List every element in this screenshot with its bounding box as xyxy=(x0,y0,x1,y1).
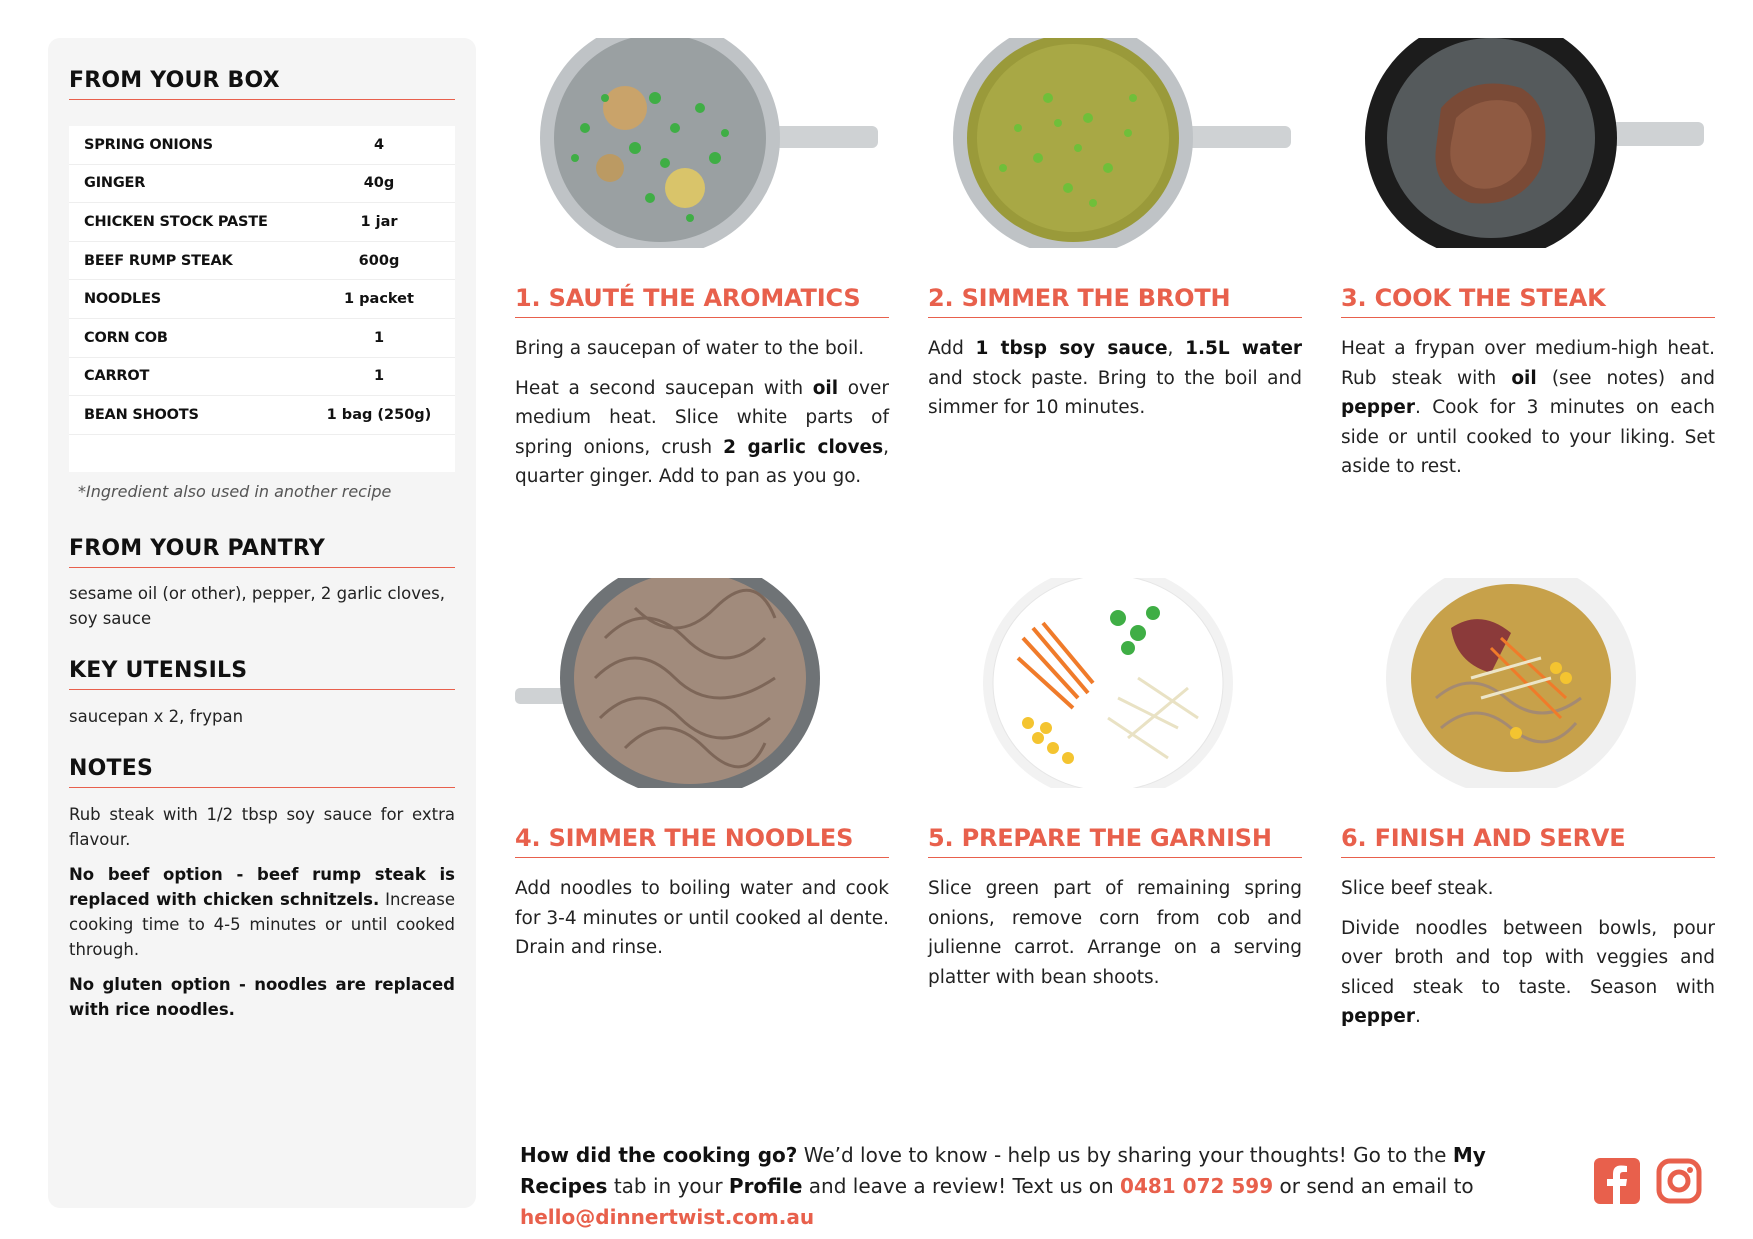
ingredient-qty: 4 xyxy=(373,136,385,153)
ingredient-qty: 1 packet xyxy=(344,291,414,308)
text: or send an email to xyxy=(1273,1174,1474,1198)
colander-noodles-image xyxy=(515,578,878,788)
bold-text: 1 tbsp soy sauce xyxy=(975,338,1168,359)
table-row xyxy=(69,242,455,281)
step-6-p2 xyxy=(1341,914,1715,1032)
facebook-icon[interactable] xyxy=(1594,1158,1640,1204)
feedback-question: How did the cooking go? xyxy=(520,1143,798,1167)
step-3 xyxy=(1341,38,1715,492)
notes-title: NOTES xyxy=(69,756,455,788)
step-4 xyxy=(515,578,889,973)
step-3-p1 xyxy=(1341,334,1715,482)
bold-text: pepper xyxy=(1341,1006,1415,1027)
note-no-beef xyxy=(69,862,455,962)
ingredient-qty: 1 xyxy=(373,329,385,346)
step-1 xyxy=(515,38,889,502)
text: , quarter ginger. Add to pan as you go. xyxy=(515,436,890,487)
bold-text: pepper xyxy=(1341,397,1415,418)
ingredient-name: NOODLES xyxy=(84,291,162,308)
note-no-beef-rest: Increase cooking time to 4-5 minutes or until cooked through. xyxy=(69,890,455,959)
step-5-body xyxy=(928,874,1302,992)
step-2-title: 2. SIMMER THE BROTH xyxy=(928,284,1302,318)
from-your-box-title: FROM YOUR BOX xyxy=(69,68,455,100)
ingredient-qty: 1 bag (250g) xyxy=(326,406,432,423)
note-no-beef-bold: No beef option - beef rump steak is replaced with chicken schnitzels. xyxy=(69,865,455,909)
step-3-image xyxy=(1341,38,1704,248)
ingredient-name: CHICKEN STOCK PASTE xyxy=(84,213,268,230)
step-2-p1 xyxy=(928,334,1302,423)
ingredient-name: CARROT xyxy=(84,368,150,385)
feedback-footer xyxy=(520,1140,1580,1233)
profile-link[interactable]: Profile xyxy=(728,1174,803,1198)
table-row xyxy=(69,396,455,435)
bold-text: 2 garlic cloves xyxy=(723,436,884,458)
pantry-text: sesame oil (or other), pepper, 2 garlic cloves, soy sauce xyxy=(69,584,445,628)
instagram-icon[interactable] xyxy=(1656,1158,1702,1204)
ingredient-footnote: *Ingredient also used in another recipe xyxy=(78,482,392,501)
step-5-p1: Slice green part of remaining spring onions, remove corn from cob and julienne carrot. Arrange on a serving platter with bean shoots. xyxy=(928,878,1302,988)
table-row xyxy=(69,165,455,204)
key-utensils-title: KEY UTENSILS xyxy=(69,658,455,690)
step-6-title: 6. FINISH AND SERVE xyxy=(1341,824,1715,858)
ingredient-name: SPRING ONIONS xyxy=(84,136,213,153)
text: We’d love to know - help us by sharing your thoughts! Go to the xyxy=(797,1143,1453,1167)
email-link[interactable]: hello@dinnertwist.com.au xyxy=(520,1205,815,1229)
utensils-text: saucepan x 2, frypan xyxy=(69,707,244,726)
note-steak: Rub steak with 1/2 tbsp soy sauce for extra flavour. xyxy=(69,805,455,849)
ingredient-qty: 600g xyxy=(358,252,400,269)
table-row xyxy=(69,280,455,319)
table-row xyxy=(69,358,455,397)
table-row xyxy=(69,126,455,165)
text: over medium heat. Slice white parts of spring onions, crush xyxy=(515,377,889,458)
noodle-soup-bowl-image xyxy=(1341,578,1704,788)
step-2 xyxy=(928,38,1302,433)
phone-link[interactable]: 0481 072 599 xyxy=(1120,1174,1274,1198)
step-6-body xyxy=(1341,874,1715,1032)
ingredient-qty: 1 xyxy=(373,368,385,385)
step-1-image xyxy=(515,38,878,248)
text: tab in your xyxy=(607,1174,729,1198)
step-4-body xyxy=(515,874,889,963)
ingredient-qty: 1 jar xyxy=(360,213,398,230)
step-4-p1: Add noodles to boiling water and cook for 3-4 minutes or until cooked al dente. Drain and rinse. xyxy=(515,878,889,958)
step-3-title: 3. COOK THE STEAK xyxy=(1341,284,1715,318)
note-no-gluten-bold: No gluten option - noodles are replaced with rice noodles. xyxy=(69,975,455,1019)
ingredients-sidebar xyxy=(48,38,476,1208)
bold-text: oil xyxy=(1511,367,1537,389)
text: Divide noodles between bowls, pour over broth and top with veggies and sliced steak to taste. Season with xyxy=(1341,917,1715,998)
text: and stock paste. Bring to the boil and simmer for 10 minutes. xyxy=(928,367,1302,418)
step-5-title: 5. PREPARE THE GARNISH xyxy=(928,824,1302,858)
step-1-p1: Bring a saucepan of water to the boil. xyxy=(515,338,865,359)
saucepan-aromatics-image xyxy=(515,38,878,248)
step-5 xyxy=(928,578,1302,1002)
text: (see notes) and xyxy=(1536,367,1715,389)
ingredients-table xyxy=(69,126,455,472)
saucepan-broth-image xyxy=(928,38,1291,248)
text: , xyxy=(1167,338,1186,359)
text: . Cook for 3 minutes on each side or until cooked to your liking. Set aside to rest. xyxy=(1341,397,1715,477)
ingredient-name: CORN COB xyxy=(84,329,168,346)
ingredient-qty: 40g xyxy=(363,175,395,192)
step-4-title: 4. SIMMER THE NOODLES xyxy=(515,824,889,858)
bold-text: oil xyxy=(812,377,839,399)
note-no-gluten xyxy=(69,972,455,1022)
text: and leave a review! Text us on xyxy=(802,1174,1121,1198)
step-6-p1: Slice beef steak. xyxy=(1341,878,1494,899)
text: . xyxy=(1414,1006,1421,1027)
my-recipes-link[interactable]: My Recipes xyxy=(520,1143,1486,1198)
step-5-image xyxy=(928,578,1291,788)
garnish-platter-image xyxy=(928,578,1291,788)
table-row xyxy=(69,319,455,358)
text: Heat a frypan over medium-high heat. Rub steak with xyxy=(1341,338,1715,389)
notes-text xyxy=(69,802,455,1032)
step-1-body xyxy=(515,334,889,492)
step-3-body xyxy=(1341,334,1715,482)
ingredient-name: BEEF RUMP STEAK xyxy=(84,252,233,269)
step-4-image xyxy=(515,578,878,788)
step-2-body xyxy=(928,334,1302,423)
ingredient-name: GINGER xyxy=(84,175,146,192)
step-6-image xyxy=(1341,578,1704,788)
from-your-pantry-title: FROM YOUR PANTRY xyxy=(69,536,455,568)
text: Add xyxy=(928,338,976,359)
ingredient-name: BEAN SHOOTS xyxy=(84,406,199,423)
step-2-image xyxy=(928,38,1291,248)
step-6 xyxy=(1341,578,1715,1042)
step-1-title: 1. SAUTÉ THE AROMATICS xyxy=(515,284,889,318)
frypan-steak-image xyxy=(1341,38,1704,248)
table-row xyxy=(69,203,455,242)
bold-text: 1.5L water xyxy=(1185,338,1303,359)
step-1-p2 xyxy=(515,374,889,492)
text: Heat a second saucepan with xyxy=(515,377,813,399)
